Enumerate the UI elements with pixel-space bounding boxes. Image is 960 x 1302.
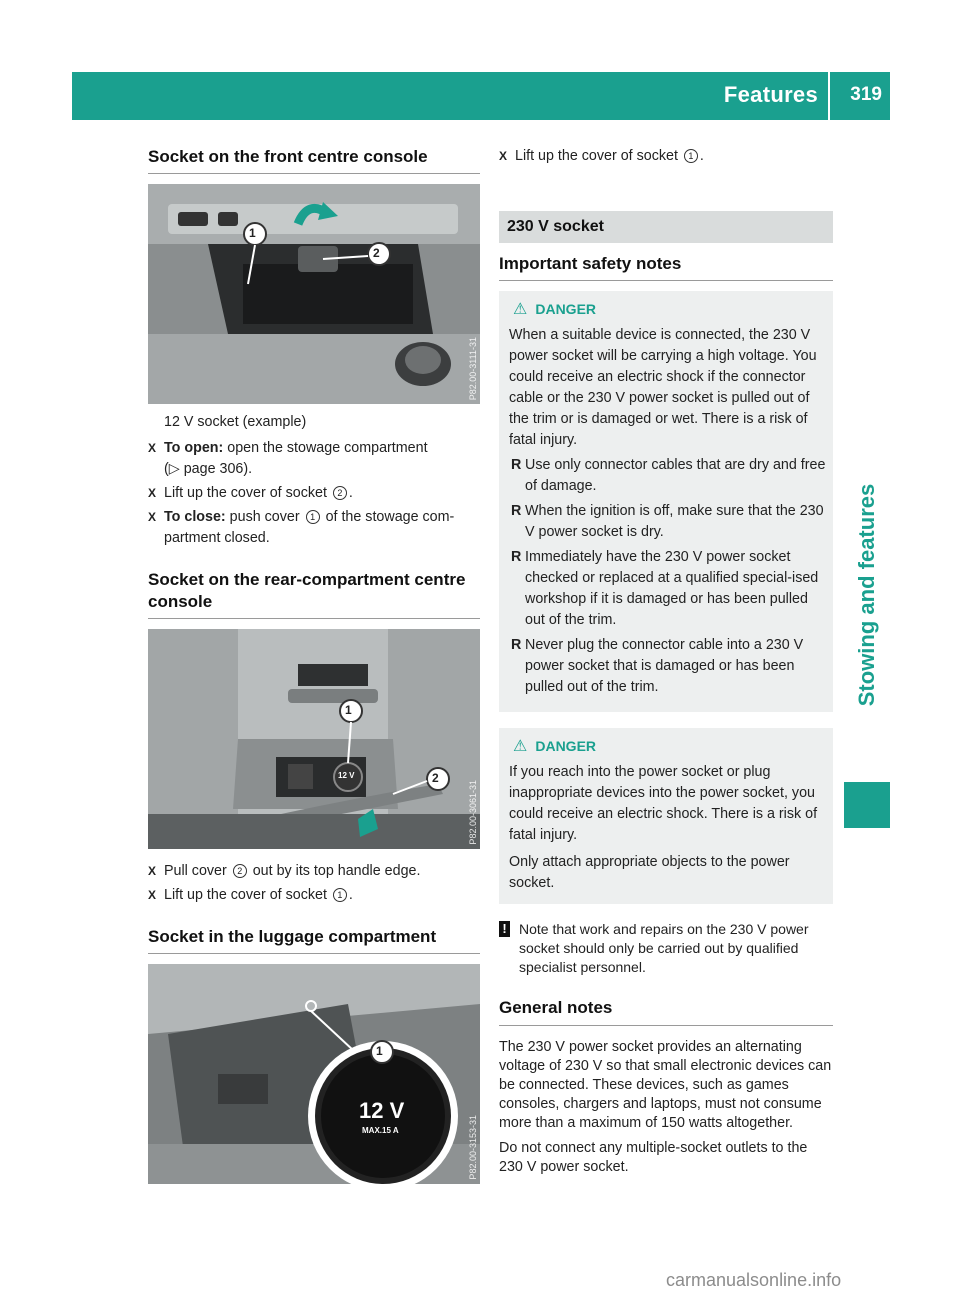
danger-box-1 [499, 291, 833, 712]
bullet-icon: R [511, 637, 522, 654]
step-text: . [348, 886, 353, 903]
header-divider [828, 72, 830, 120]
step-marker-icon: X [148, 486, 157, 501]
step-marker-icon: X [148, 887, 157, 902]
danger-label: DANGER [535, 301, 597, 318]
general-text: Do not connect any multiple-socket outlets to the 230 V power socket. [499, 1139, 808, 1175]
note-text: Note that work and repairs on the 230 V power socket should only be carried out by qualified specialist personnel. [519, 921, 809, 976]
step-text: out by its top handle edge. [248, 862, 421, 879]
general-text: The 230 V power socket provides an alternating voltage of 230 V so that small electronic devices can be connected. These devices, such as games consoles, chargers and laptops, must not consume more than a maximum of 150 watts altogether. [499, 1038, 832, 1131]
callout-1-label: 1 [345, 702, 352, 717]
danger-bullet [509, 635, 827, 698]
left-column [148, 146, 480, 1184]
danger-text: When a suitable device is connected, the 230 V power socket will be carrying a high voltage. You could receive an electric shock if the connector cable or the 230 V power socket is pulled out of the trim or is damaged or wet. There is a risk of fatal injury. [509, 327, 817, 449]
header-title: Features [723, 82, 818, 107]
header-bar [72, 72, 890, 120]
step-text: of the stowage com-partment closed. [164, 509, 455, 547]
section-title-general: General notes [499, 997, 833, 1025]
photo-luggage [148, 964, 480, 1184]
number-circle-icon: 1 [684, 149, 698, 163]
warning-triangle-icon: ⚠ [513, 738, 528, 756]
callout-2-label: 2 [432, 770, 439, 785]
socket-label-sub: MAX.15 A [362, 1126, 399, 1135]
side-tab-label: Stowing and features [854, 483, 879, 707]
page-number: 319 [850, 84, 882, 105]
number-circle-icon: 1 [333, 888, 347, 902]
bullet-text: Immediately have the 230 V power socket checked or replaced at a qualified special-ised workshop if it is damaged or has been pulled out of the trim. [525, 549, 819, 629]
front-console-illustration [148, 184, 480, 404]
socket-label: 12 V [338, 770, 355, 780]
number-circle-icon: 2 [333, 486, 347, 500]
step-text: . [348, 485, 353, 502]
step-lift-cover [148, 483, 480, 504]
photo-caption: 12 V socket (example) [164, 414, 307, 431]
number-circle-icon: 2 [233, 864, 247, 878]
danger-text: If you reach into the power socket or plug inappropriate devices into the power socket, you could receive an electric shock. There is a risk of fatal injury. [509, 764, 818, 844]
step-marker-icon: X [148, 441, 157, 456]
step-pull-cover [148, 861, 480, 882]
bullet-icon: R [511, 503, 522, 520]
step-open-ref: (▷ page 306). [164, 461, 253, 478]
photo-code: P82.00-3111-31 [468, 337, 478, 401]
step-open-label: To open: [164, 440, 224, 457]
step-lift-cover-rear [148, 885, 480, 906]
callout-1-label: 1 [249, 226, 256, 241]
section-title-front-console: Socket on the front centre console [148, 146, 480, 174]
danger-text: Only attach appropriate objects to the power socket. [509, 854, 790, 892]
step-close [148, 507, 480, 549]
exclamation-icon: ! [499, 921, 510, 937]
step-text: . [699, 148, 704, 164]
bullet-text: Never plug the connector cable into a 230 V power socket that is damaged or has been pulled out of the trim. [525, 637, 804, 696]
bullet-text: Use only connector cables that are dry and free of damage. [525, 457, 826, 495]
step-text: Lift up the cover of socket [164, 886, 331, 903]
danger-box-2 [499, 728, 833, 904]
photo-front-console [148, 184, 480, 404]
step-text: Pull cover [164, 862, 231, 879]
step-open [148, 438, 480, 480]
step-close-label: To close: [164, 509, 226, 526]
callout-1-label: 1 [376, 1044, 383, 1058]
danger-bullet [509, 501, 827, 543]
photo-code: P82.00-3061-31 [468, 780, 478, 845]
luggage-illustration [148, 964, 480, 1184]
step-text: Lift up the cover of socket [164, 485, 331, 502]
danger-bullet [509, 455, 827, 497]
note [499, 920, 833, 977]
danger-header [509, 299, 827, 319]
callout-2-label: 2 [373, 246, 380, 261]
step-open-text: open the stowage compartment [223, 440, 428, 457]
step-lift-cover-top [499, 146, 833, 167]
bullet-text: When the ignition is off, make sure that the 230 V power socket is dry. [525, 503, 824, 541]
warning-triangle-icon: ⚠ [513, 301, 528, 319]
section-box-230v: 230 V socket [499, 211, 833, 243]
step-marker-icon: X [148, 863, 157, 878]
rear-console-illustration [148, 629, 480, 849]
right-column [499, 146, 833, 1183]
number-circle-icon: 1 [306, 510, 320, 524]
bullet-icon: R [511, 457, 522, 474]
step-text: push cover [225, 509, 304, 526]
section-title-safety: Important safety notes [499, 253, 833, 281]
photo-rear-console [148, 629, 480, 849]
socket-label-main: 12 V [359, 1098, 405, 1123]
bullet-icon: R [511, 549, 522, 566]
photo-code: P82.00-3153-31 [468, 1115, 478, 1180]
step-marker-icon: X [148, 510, 157, 525]
side-tab-marker [844, 782, 890, 828]
section-title-rear-console: Socket on the rear-compartment centre console [148, 569, 480, 619]
danger-label: DANGER [535, 738, 597, 755]
section-title-luggage: Socket in the luggage compartment [148, 926, 480, 954]
danger-bullet [509, 547, 827, 631]
watermark: carmanualsonline.info [666, 1270, 842, 1290]
step-marker-icon: X [499, 149, 508, 163]
side-tab [842, 425, 892, 765]
danger-header [509, 736, 827, 756]
step-text: Lift up the cover of socket [515, 148, 682, 164]
